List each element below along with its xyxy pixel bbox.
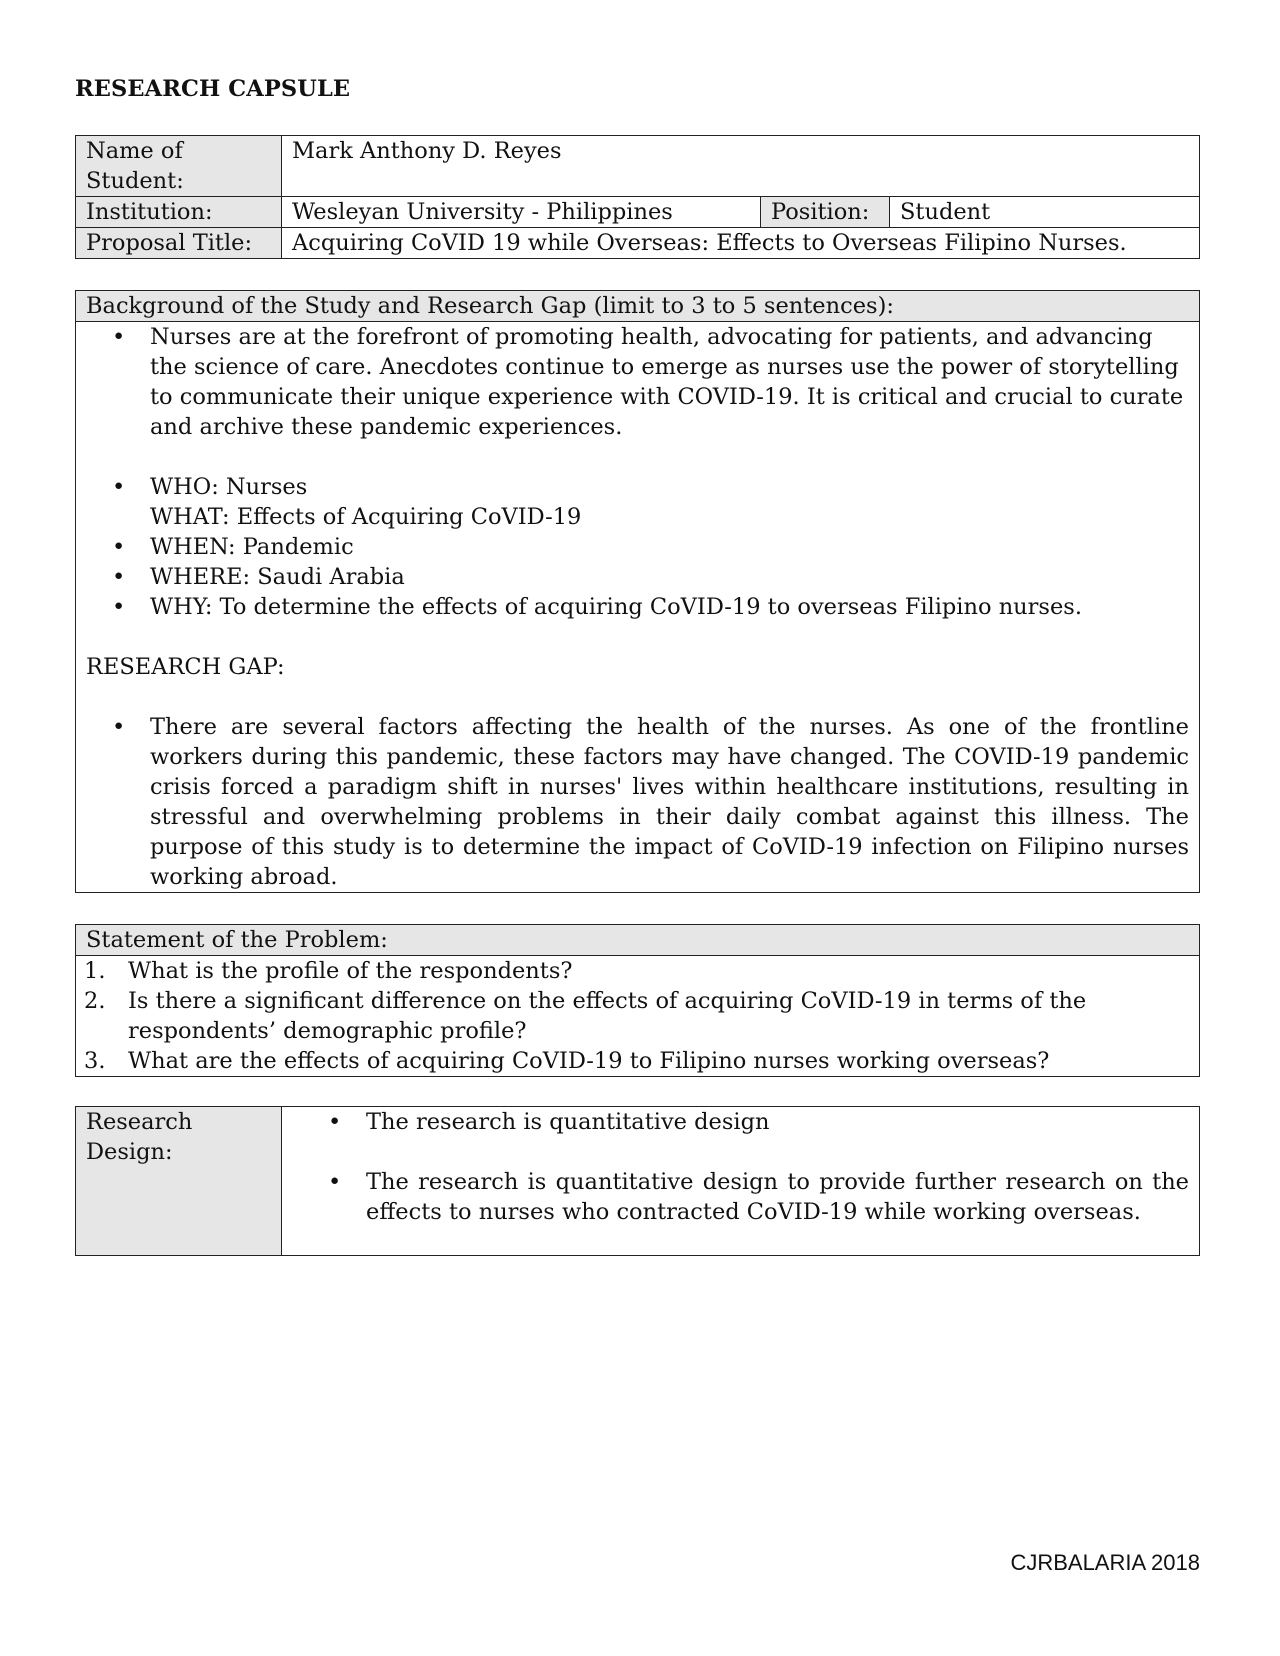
background-body xyxy=(76,322,1200,893)
research-design-body xyxy=(282,1107,1200,1256)
name-row xyxy=(76,136,1200,197)
research-design-table xyxy=(75,1106,1200,1256)
footer-credit: CJRBALARIA 2018 xyxy=(1010,1550,1200,1575)
problem-item xyxy=(84,986,1189,1046)
problem-text: Is there a significant difference on the effects of acquiring CoVID-19 in terms of the respondents’ demographic profile? xyxy=(128,988,1087,1044)
problem-number: 1. xyxy=(84,958,106,984)
research-gap-list xyxy=(86,712,1189,892)
institution-row xyxy=(76,197,1200,228)
position-label: Position: xyxy=(761,197,890,228)
what-item: WHAT: Effects of Acquiring CoVID-19 xyxy=(150,504,582,530)
problem-body xyxy=(76,956,1200,1077)
student-info-table xyxy=(75,135,1200,259)
problem-list xyxy=(86,956,1189,1076)
research-gap-text: • There are several factors affecting the health of the nurses. As one of the frontline workers during this pandemic, these factors may have changed. The COVID-19 pandemic crisis forced a paradigm shift in nurses' lives within healthcare institutions, resulting in stressful and overwhelming problems in their daily combat against this illness. The purpose of this study is to determine the impact of CoVID-19 infection on Filipino nurses working abroad. xyxy=(150,712,1189,892)
background-header: Background of the Study and Research Gap (limit to 3 to 5 sentences): xyxy=(76,291,1200,322)
design-point-2: • The research is quantitative design to provide further research on the effects to nurses who contracted CoVID-19 while working overseas. xyxy=(366,1167,1189,1227)
background-intro-list xyxy=(86,322,1189,442)
name-label: Name of Student: xyxy=(76,136,282,197)
when-item: • WHEN: Pandemic xyxy=(150,532,1189,562)
problem-item xyxy=(84,956,1189,986)
name-value: Mark Anthony D. Reyes xyxy=(282,136,1200,197)
why-item: • WHY: To determine the effects of acquiring CoVID-19 to overseas Filipino nurses. xyxy=(150,592,1189,622)
design-list xyxy=(292,1107,1189,1137)
five-w-list xyxy=(86,472,1189,622)
proposal-value: Acquiring CoVID 19 while Overseas: Effects to Overseas Filipino Nurses. xyxy=(282,228,1200,259)
institution-value: Wesleyan University - Philippines xyxy=(282,197,761,228)
problem-number: 2. xyxy=(84,988,106,1014)
who-item: • WHO: Nurses xyxy=(150,472,1189,502)
position-value: Student xyxy=(890,197,1200,228)
background-intro: • Nurses are at the forefront of promoting health, advocating for patients, and advancing the science of care. Anecdotes continue to emerge as nurses use the power of storytelling to communicate their unique experience with COVID-19. It is critical and crucial to curate and archive these pandemic experiences. xyxy=(150,322,1189,442)
design-list-2 xyxy=(292,1167,1189,1227)
problem-header: Statement of the Problem: xyxy=(76,925,1200,956)
proposal-row xyxy=(76,228,1200,259)
problem-table xyxy=(75,924,1200,1077)
problem-text: What are the effects of acquiring CoVID-19 to Filipino nurses working overseas? xyxy=(128,1048,1050,1074)
problem-text: What is the profile of the respondents? xyxy=(128,958,573,984)
page-title: RESEARCH CAPSULE xyxy=(75,76,351,102)
problem-item xyxy=(84,1046,1189,1076)
design-point-1: • The research is quantitative design xyxy=(366,1107,1189,1137)
institution-label: Institution: xyxy=(76,197,282,228)
research-gap-label: RESEARCH GAP: xyxy=(86,654,285,680)
research-design-label: Research Design: xyxy=(76,1107,282,1256)
proposal-label: Proposal Title: xyxy=(76,228,282,259)
problem-number: 3. xyxy=(84,1048,106,1074)
background-table xyxy=(75,290,1200,893)
where-item: • WHERE: Saudi Arabia xyxy=(150,562,1189,592)
